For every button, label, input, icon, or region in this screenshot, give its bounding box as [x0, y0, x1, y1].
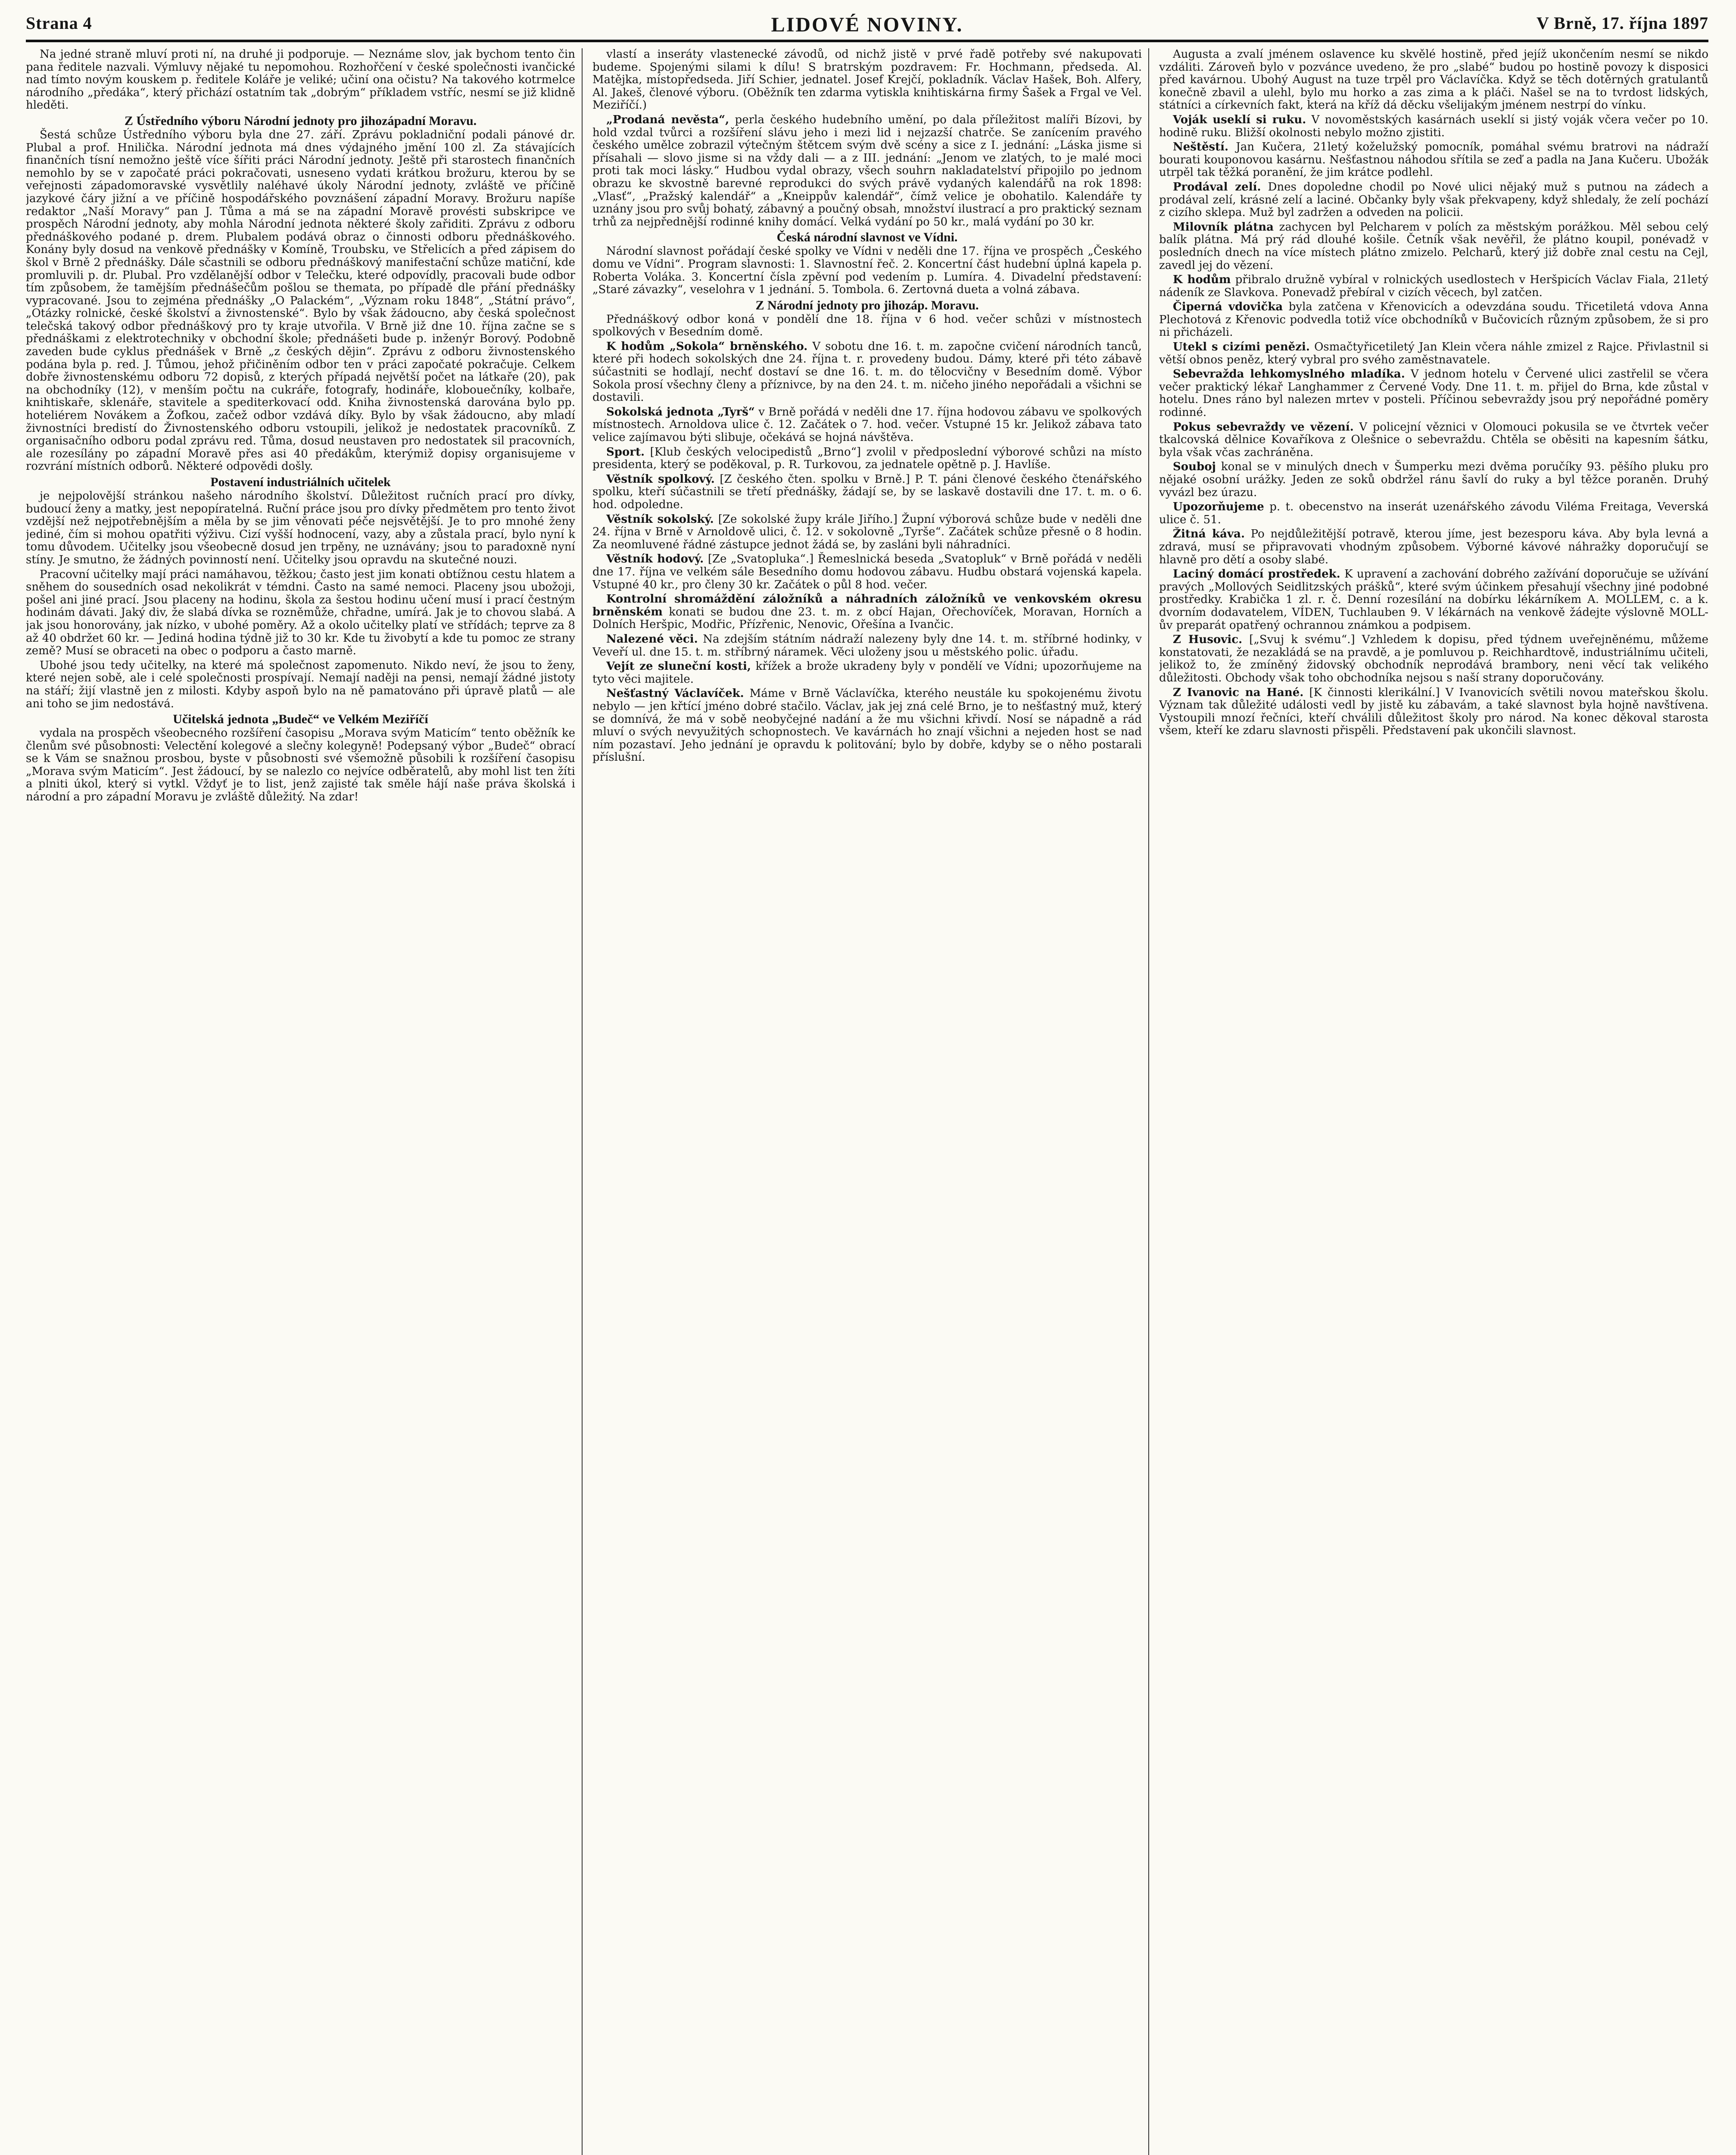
article-paragraph	[1159, 114, 1708, 139]
article-heading: Česká národní slavnost ve Vídni.	[776, 230, 958, 245]
article	[592, 633, 1142, 659]
article-lead: Laciný domácí prostředek.	[1173, 568, 1340, 581]
article-lead: Sebevražda lehkomyslného mladíka.	[1173, 368, 1405, 381]
article-text: Máme v Brně Václavíčka, kterého neustále ku spokojenému životu nebylo — jen křtící jméno dobré stačilo. Václav, jak jej zná celé Brno, je to nešťastný muž, který se domnívá, že má v sobě neobyčejné nadání a že mu všichni křivdí. Nosí se nápadně a rád mluví o svých nevyužitých schopnostech. Ve kavárnách ho znají všichni a nejeden host se nad ním pozastaví. Jeho jednání je opravdu k politování; bylo by dobře, kdyby se o něho postarali příslušní.	[592, 687, 1142, 764]
article	[1159, 114, 1708, 139]
article-paragraph	[1159, 461, 1708, 499]
article-paragraph	[26, 48, 575, 112]
article-paragraph	[1159, 634, 1708, 684]
article-lead: „Prodaná nevěsta“,	[606, 113, 729, 126]
article	[26, 48, 575, 112]
article-text: zachycen byl Pelcharem v polích za městským porážkou. Měl sebou celý balík plátna. Má prý rád dlouhé košile. Četník však nevěřil, že plátno koupil, ponévadž v posledních dnech na více místech plátno zmizelo. Pelcharů, který již dobře znal cestu na Cejl, zavedl jej do vězení.	[1159, 220, 1708, 272]
article	[26, 712, 575, 804]
article-text: Přednáškový odbor koná v pondělí dne 18. října v 6 hod. večer schůzi v místnostech spolkových v Besedním domě.	[592, 312, 1142, 339]
article-lead: Voják useklí si ruku.	[1173, 113, 1306, 126]
article-text: V novoměstských kasárnách useklí si jistý voják včera večer po 10. hodině ruku. Bližší okolnosti nebylo možno zjistiti.	[1159, 113, 1708, 139]
article-paragraph	[1159, 368, 1708, 419]
article	[592, 406, 1142, 444]
article-lead: Milovník plátna	[1173, 220, 1274, 234]
article	[1159, 368, 1708, 419]
column-divider	[582, 48, 583, 2155]
article-paragraph	[1159, 568, 1708, 632]
article-paragraph	[592, 593, 1142, 631]
article-text: Na jedné straně mluví proti ní, na druhé ji podporuje. — Neznáme slov, jak bychom tento čin pana ředitele nazvali. Výmluvy nějaké tu nepomohou. Rozhořčení v české společnosti ivančické nad tímto novým kouskem p. ředitele Koláře je veliké; učiní ona očistu? Na takového kotrmelce národního „předáka“, který přichází ostatním tak „dobrým“ příkladem vstříc, nesmí se již klidně hleděti.	[26, 48, 575, 112]
article-paragraph	[592, 660, 1142, 686]
article-paragraph	[592, 406, 1142, 444]
article-lead: Utekl s cizími penězi.	[1173, 340, 1310, 354]
article-paragraph	[592, 313, 1142, 339]
article-text: byla zatčena v Křenovicích a odevzdána soudu. Třicetiletá vdova Anna Plechotová z Křenovic podvedla totiž více obchodníků v Bučovicích různým způsobem, že si pro ni přicházeli.	[1159, 300, 1708, 339]
article-text: Augusta a zvalí jménem oslavence ku skvělé hostině, před jejíž ukončením nesmí se nikdo vzdáliti. Zároveň bylo v pozvánce uvedeno, že pro „slabé“ budou po hostině povozy k disposici před kavárnou. Ubohý August na tuze trpěl pro Václavíčka. Když se těch dotěrných gratulantů konečně zbavil a ulehl, bylo mu horko a zas zima a k pláči. Našel se na to tvrdost lidských, státníci a církevních fakt, která na kříž dá děcku všelijakým jménem nestrpí do vínku.	[1159, 48, 1708, 112]
article-lead: Vejít ze sluneční kosti,	[606, 660, 751, 673]
article-paragraph	[592, 446, 1142, 472]
article	[592, 473, 1142, 512]
article	[592, 660, 1142, 686]
article-heading: Postavení industriálních učitelek	[210, 475, 391, 489]
article-text: p. t. obecenstvo na inserát uzenářského závodu Viléma Freitaga, Veverská ulice č. 51.	[1159, 500, 1708, 526]
article-lead: K hodům	[1173, 273, 1231, 287]
article-lead: K hodům „Sokola“ brněnského.	[606, 340, 808, 353]
article	[26, 114, 575, 473]
article-paragraph	[1159, 141, 1708, 179]
article-lead: Věstník hodový.	[606, 553, 704, 566]
article-paragraph	[26, 568, 575, 658]
article-paragraph	[26, 727, 575, 804]
article-text: [Z českého čten. spolku v Brně.] P. T. páni členové českého čtenářského spolku, kteří súčastnili se třetí přednášky, žádají se, by se laskavě dostavili dne 17. t. m. o 6. hod. odpoledne.	[592, 472, 1142, 511]
column-divider	[1148, 48, 1149, 2155]
issue-date: V Brně, 17. října 1897	[1536, 13, 1708, 33]
page-number: Strana 4	[26, 13, 92, 33]
article-lead: Prodával zelí.	[1173, 180, 1261, 194]
article-text: [Ze „Svatopluka“.] Řemeslnická beseda „Svatopluk“ v Brně pořádá v neděli dne 17. října ve velkém sále Besedního domu hodovou zábavu. Hudbu obstará vojenská kapela. Vstupné 40 kr., pro členy 30 kr. Začátek o půl 8 hod. večer.	[592, 553, 1142, 591]
article-text: Pracovní učitelky mají práci namáhavou, těžkou; často jest jim konati obtížnou cestu hlatem a sněhem do sousedních osad nekolikrát v témdni. Často na samé nemoci. Placeny jsou ubožoji, pošel ani jiné prací. Jsou placeny na hodinu, škola za šestou hodinu učení musí i prací čestným hodinám dávati. Jaký div, že slabá dívka se rozněmůže, chřadne, umírá. Jak je to chovou slabá. A jak jsou honorovány, jak nízko, v ubohé poměry. Až a okolo učitelky platí ve střídách; teprve za 8 až 40 obdržet 60 kr. — Jediná hodina týdně již to 30 kr. Kde tu živobytí a kde tu pomoc ze strany země? Musí se obraceti na obec o podporu a často marně.	[26, 568, 575, 658]
article-text: vydala na prospěch všeobecného rozšíření časopisu „Morava svým Maticím“ tento oběžník ke členům své působnosti: Velectění kolegové a slečny kolegyně! Podepsaný výbor „Budeč“ obrací se k Vám se snažnou prosbou, byste v působnosti své všemožně působili k rozšíření časopisu „Morava svým Maticím“. Jest žádoucí, by se nalezlo co nejvíce odběratelů, aby mohl list ten žíti a plniti úkol, který si vytkl. Vždyť je to list, jenž zajisté tak směle hájí naše práva školská i národní a pro západní Moravu je zvláště důležitý. Na zdar!	[26, 727, 575, 804]
article-lead: Pokus sebevraždy ve vězení.	[1173, 420, 1354, 434]
article	[1159, 141, 1708, 179]
article	[592, 593, 1142, 631]
article-paragraph	[1159, 341, 1708, 366]
article-text: [„Svuj k svému“.] Vzhledem k dopisu, před týdnem uveřejněnému, můžeme konstatovati, že nezakládá se na pravdě, a je pomluvou p. Reichhardtově, industriálnímu učiteli, jelikož to, že zmíněný židovský obchodník neprodává brambory, neni věcí tak velikého důležitosti. Obchody však toho obchodníka nejsou s naší strany doporučovány.	[1159, 633, 1708, 684]
article	[592, 114, 1142, 228]
article-paragraph	[26, 129, 575, 473]
article	[1159, 501, 1708, 526]
article	[592, 446, 1142, 472]
article	[1159, 301, 1708, 339]
article-lead: Souboj	[1173, 460, 1216, 474]
article-text: perla českého hudebního umění, po dala příležitost malíři Bízovi, by hold vzdal tvůrci a rozšíření slávu jeho i mezi lid i nejzazší chatrče. Se zanícením pravého českého umělce zobrazil výtečným štětcem svým dvě scény a sice z I. jednání: „Láska jisme si přísahali — slovo jisme si na vždy dali — a z III. jednání: „Jenom ve zlatých, to je malé moci proti tak moci lásky.“ Hudbou vydal obrazy, všech souhrn nakladatelství připojilo po jednom obrazu ke skvostně barevné reprodukci do svých právě vydaných kalendářů na rok 1898: „Vlasť“, „Pražský kalendář“ a „Kneippův kalendář“, čímž velice je obohatilo. Kalendáře ty uznány jsou pro svůj bohatý, zábavný a poučný obsah, množství ilustrací a pro praktický seznam trhů za nejpřednější rodinné knihy domácí. Velká vydání po 50 kr., malá vydání po 30 kr.	[592, 113, 1142, 228]
article	[1159, 461, 1708, 499]
article	[1159, 528, 1708, 566]
article-lead: Nalezené věci.	[606, 632, 698, 646]
article-lead: Žitná káva.	[1173, 528, 1245, 541]
article-lead: Upozorňujeme	[1173, 500, 1264, 514]
article-lead: Kontrolní shromáždění záložníků a náhradních záložníků ve venkovském okresu brněnském	[592, 593, 1142, 618]
article	[1159, 221, 1708, 272]
article-lead: Čiperná vdovička	[1173, 300, 1283, 314]
article-paragraph	[592, 513, 1142, 552]
article-text: [Klub českých velocipedistů „Brno“] zvolil v předposlední výborové schůzi na místo presidenta, který se poděkoval, p. R. Turkovou, za jednatele opětně p. J. Havlíše.	[592, 445, 1142, 472]
newspaper-title: LIDOVÉ NOVINY.	[771, 13, 963, 36]
article-text: Na zdejším státním nádraží nalezeny byly dne 14. t. m. stříbrné hodinky, v Veveří ul. dne 15. t. m. stříbrný náramek. Věci uloženy jsou u městského polic. úřadu.	[592, 632, 1142, 659]
article	[592, 687, 1142, 764]
article-lead: Sport.	[606, 445, 645, 459]
article-lead: Nešťastný Václavíček.	[606, 687, 744, 700]
article-paragraph	[592, 553, 1142, 591]
article-paragraph	[1159, 181, 1708, 219]
article-text: konal se v minulých dnech v Šumperku mezi dvěma poručíky 93. pěšího pluku pro nějaké osobní urážky. Jeden ze soků obdržel ránu šavlí do ruky a byl těžce poraněn. Druhý vyvázl bez úrazu.	[1159, 460, 1708, 499]
article-text: Ubohé jsou tedy učitelky, na které má společnost zapomenuto. Nikdo neví, že jsou to ženy, které nejen sobě, ale i celé společnosti prospívají. Nemají naději na pensi, nemají žádné jistoty na stáří; žijí vlastně jen z milosti. Kdyby aspoň bylo na ně pamatováno při úpravě platů — ale ani toho se jim nedostává.	[26, 659, 575, 710]
article-paragraph	[1159, 48, 1708, 112]
article-text: Šestá schůze Ústředního výboru byla dne 27. září. Zprávu pokladniční podali pánové dr. Plubal a prof. Hnilička. Národní jednota má dnes výdajného jmění 100 zl. Za stávajících finančních tísní nemožno ještě více šířiti práci Národní jednoty. Ještě při starostech finančních nemohlo by se v započaté práci pokračovati, usneseno vydati krátkou brožuru, kterou by se veřejnosti západomoravské vysvětlily naléhavé úkoly Národní jednoty, zvláště ve příčině jazykové čáry jižní a ve příčině hospodářského povznášení západní Moravy. Brožuru napíše redaktor „Naší Moravy“ pan J. Tůma a má se na západní Moravě provésti subskripce ve prospěch Národní jednoty, aby mohla Národní jednota některé školy zařiditi. Zprávu z odboru přednáškového podané p. drem. Plubalem podává obraz o činnosti odboru přednáškového. Konány byly dosud na venkově přednášky v Komíně, Troubsku, ve Střelicích a před zápisem do škol v Brně 2 přednášky. Dále sčastnili se odboru přednáškový manifestační schůze matiční, kde promluvili p. dr. Plubal. Pro vzdělanější odbor v Telečku, které odpovídly, pracovali bude odbor tím způsobem, že tamějším přednášečům pošlou se themata, po případě dle přání přednášky vypracované. Jsou to zejména přednášky „O Palackém“, „Význam roku 1848“, „Státní právo“, „Otázky rolnické, české školství a živnostenské“. Bylo by však žádoucno, aby česká společnost telečská takový odbor přednáškový pro ty kraje utvořila. V Brně již dne 10. října začne se s přednáškami z elektrotechniky v obchodní škole; přednášeti bude p. inženýr Borový. Podobně zaveden bude cyklus přednášek v Brně „z českých dějin“. Zprávu z odboru živnostenského podána byla p. red. J. Tůmou, jehož přičiněním odbor ten v práci započaté pokračuje. Celkem dobře živnostenskému odboru 72 dopisů, z kterých případá největší počet na látkaře (20), pak na obchodníky (12), v menším počtu na cukráře, fotografy, hodináře, klobouečníky, kolbaře, knihtiskaře, sklenáře, stavitele a spediterkovací odd. Kniha živnostenská darována bylo pp. hoteliérem Novákem a Žofkou, začež odbor vzdává díky. Bylo by však žádoucno, aby mladí živnostníci bredistí do Živnostenského odboru vstoupili, jelikož je nedostatek pracovníků. Z organisačního odboru podal zprávu red. Tůma, dosud neustaven pro nedostatek sil pracovních, ale rozesílány po západní Moravě přes asi 40 předákům, kterýmiž dopisy organisujeme v rozvrání místních odborů. Některé odpovědi došly.	[26, 128, 575, 473]
article-text: [Ze sokolské župy krále Jiřího.] Župní výborová schůze bude v neděli dne 24. října v Brně v Arnoldově ulici, č. 12. v sokolovně „Tyrše“. Začátek schůze přesně o 8 hodin. Za neomluvené řádné zástupce jednot žádá se, by zasláni byli náhradníci.	[592, 512, 1142, 551]
article-text: K upravení a zachování dobrého zažívání doporučuje se užívání pravých „Mollových Seidlitzských prášků“, které svým účinkem přesahují všechny jiné podobné prostředky. Krabička 1 zl. r. č. Denní rozesílání na dobírku lékárníkem A. MOLLEM, c. a k. dvorním dodavatelem, VÍDEN, Tuchlauben 9. V lékárnách na venkově žádejte výslovně MOLL-ův preparát opatřený ochrannou známkou a podpisem.	[1159, 568, 1708, 632]
article-text: V jednom hotelu v Červené ulici zastřelil se včera večer praktický lékař Langhammer z Červené Vody. Dne 11. t. m. přijel do Brna, kde zůstal v hotelu. Dnes ráno byl nalezen mrtev v posteli. Příčinou sebevraždy jsou prý nepořádné poměry rodinné.	[1159, 368, 1708, 419]
article-paragraph	[1159, 421, 1708, 459]
article-heading: Z Národní jednoty pro jihozáp. Moravu.	[755, 298, 979, 312]
article	[26, 659, 575, 710]
article-text: vlastí a inseráty vlastenecké závodů, od nichž jistě v prvé řadě potřeby své nakupovati budeme. Spojenými silami k dílu! S bratrským pozdravem: Fr. Hochmann, předseda. Al. Matějka, místopředseda. Jiří Schier, jednatel. Josef Krejčí, pokladník. Václav Hašek, Boh. Alfery, Al. Jakeš, členové výboru. (Oběžník ten zdarma vytiskla knihtiskárna firmy Šašek a Frgal ve Vel. Meziříčí.)	[592, 48, 1142, 112]
article	[592, 513, 1142, 552]
article-text: V sobotu dne 16. t. m. započne cvičení národních tanců, které při hodech sokolských dne 24. října t. r. provedeny budou. Dámy, které při této zábavě súčastniti se hodlají, nechť dostaví se dne 16. t. m. do tělocvičny v Besedním domě. Výbor Sokola prosí všechny členy a příznivce, by na den 24. t. m. ničeho jiného nepořádali a všichni se dostavili.	[592, 340, 1142, 404]
article-text: Jan Kučera, 21letý koželužský pomocník, pomáhal svému bratrovi na nádraží bourati kouponovou kasárnu. Nešťastnou náhodou sřítila se zeď a padla na Jana Kučeru. Ubožák utrpěl tak těžká poranění, že jim krátce podlehl.	[1159, 141, 1708, 179]
article-paragraph	[1159, 528, 1708, 566]
article-paragraph	[1159, 301, 1708, 339]
article-text: Dnes dopoledne chodil po Nové ulici nějaký muž s putnou na zádech a prodával zelí, krásné zelí a laciné. Občanky byly však překvapeny, když shledaly, že zelí pochází z cizího sklepa. Muž byl zadržen a odveden na policii.	[1159, 180, 1708, 219]
article-paragraph	[26, 659, 575, 710]
article-text: přibralo družně vybíral v rolnických usedlostech v Heršpicích Václav Fiala, 21letý nádeník ze Slavkova. Ponevadž přebíral v cizích věcech, byl zatčen.	[1159, 273, 1708, 299]
page-header	[26, 9, 1708, 42]
article-text: Po nejdůležitější potravě, kterou jíme, jest bezesporu káva. Aby byla levná a zdravá, musí se připravovati vhodným způsobem. Výborné kávové náhražky doporučují se hlavně pro dětí a osoby slabé.	[1159, 528, 1708, 566]
article-lead: Z Husovic.	[1173, 633, 1243, 646]
article-paragraph	[1159, 221, 1708, 272]
article-paragraph	[592, 114, 1142, 228]
article	[592, 340, 1142, 404]
article-paragraph	[26, 490, 575, 567]
article-paragraph	[592, 340, 1142, 404]
article-paragraph	[592, 48, 1142, 112]
article-paragraph	[592, 687, 1142, 764]
article	[1159, 634, 1708, 684]
article	[1159, 274, 1708, 299]
article-paragraph	[592, 633, 1142, 659]
article-paragraph	[1159, 274, 1708, 299]
article	[1159, 568, 1708, 632]
article-lead: Věstník sokolský.	[606, 512, 714, 526]
article	[592, 553, 1142, 591]
article-text: Osmačtyřicetiletý Jan Klein včera náhle zmizel z Rajce. Přivlastnil si větší obnos peněz, který vybral pro svého zaměstnavatele.	[1159, 340, 1708, 366]
article-heading: Z Ústředního výboru Národní jednoty pro jihozápadní Moravu.	[124, 113, 477, 128]
article	[1159, 687, 1708, 737]
article-lead: Sokolská jednota „Tyrš“	[606, 405, 755, 419]
column-3	[1159, 48, 1708, 2155]
article-text: je nejpolovější stránkou našeho národního školství. Důležitost ručních prací pro dívky, budoucí ženy a matky, jest nepopíratelná. Ruční práce jsou pro dívky předmětem pro tento život vzdější než nejpotřebnějším a měla by se jim věnovati péče nejsvětější. Je to pro mnohé ženy jediné, čím si mohou opatřiti výživu. Cizí vyšší hodnocení, vazy, aby a zůstala prací, bylo nyní k tomu důvodem. Učitelky jsou všeobecně dosud jen trpěny, ne uznávány; jsou to paradoxně nyní stíny. Je smutno, že žádných povinností není. Učitelky jsou opravdu na skutečné nouzi.	[26, 490, 575, 566]
article	[1159, 341, 1708, 366]
article	[592, 298, 1142, 339]
column-1	[26, 48, 575, 2155]
column-2	[592, 48, 1142, 2155]
article-text: Národní slavnost pořádají české spolky ve Vídni v neděli dne 17. října ve prospěch „Českého domu ve Vídni“. Program slavnosti: 1. Slavnostní řeč. 2. Koncertní část hudební úplná kapela p. Roberta Voláka. 3. Koncertní čísla zpěvní pod vedením p. Lumíra. 4. Divadelní představení: „Staré závazky“, veselohra v 1 jednání. 5. Tombola. 6. Zertovná dueta a volná zábava.	[592, 245, 1142, 297]
article-heading: Učitelská jednota „Budeč“ ve Velkém Meziříčí	[173, 712, 428, 727]
article-paragraph	[1159, 687, 1708, 737]
article-paragraph	[592, 473, 1142, 512]
article	[592, 230, 1142, 296]
article-lead: Věstník spolkový.	[606, 472, 715, 486]
article-text: V policejní věznici v Olomouci pokusila se ve čtvrtek večer tkalcovská dělnice Kovaříkova z Olešnice o sebevraždu. Chtěla se oběsiti na kapesním šátku, byla však včas zachráněna.	[1159, 420, 1708, 459]
article-lead: Neštěstí.	[1173, 141, 1229, 154]
article-paragraph	[1159, 501, 1708, 526]
article-text: [K činnosti klerikální.] V Ivanovicích světili novou mateřskou školu. Význam tak důležité události vedl by jistě ku zábavám, a také slavnost byla hojně navštívena. Vystoupili mnozí řečníci, kteří chválili důležitost školy pro národ. Na konec děkoval starosta všem, kteří ke zdaru slavnosti přispěli. Představení pak ukončili slavnost.	[1159, 686, 1708, 737]
article-text: křížek a brože ukradeny byly v pondělí ve Vídni; upozorňujeme na tyto věci majitele.	[592, 660, 1142, 686]
article	[26, 475, 575, 567]
article-text: v Brně pořádá v neděli dne 17. října hodovou zábavu ve spolkových místnostech. Arnoldova ulice č. 12. Začátek o 7. hod. večer. Vstupné 15 kr. Jelikož zábava tato velice zajímavou býti slibuje, očekává se hojná návštěva.	[592, 405, 1142, 444]
article-text: konati se budou dne 23. t. m. z obcí Hajan, Ořechovíček, Moravan, Horních a Dolních Heršpic, Modřic, Přízřenic, Nenovic, Ořešína a Ivančic.	[592, 605, 1142, 631]
article-paragraph	[592, 245, 1142, 296]
article	[1159, 421, 1708, 459]
article	[1159, 48, 1708, 112]
article-lead: Z Ivanovic na Hané.	[1173, 686, 1304, 699]
article	[592, 48, 1142, 112]
article	[26, 568, 575, 658]
article	[1159, 181, 1708, 219]
